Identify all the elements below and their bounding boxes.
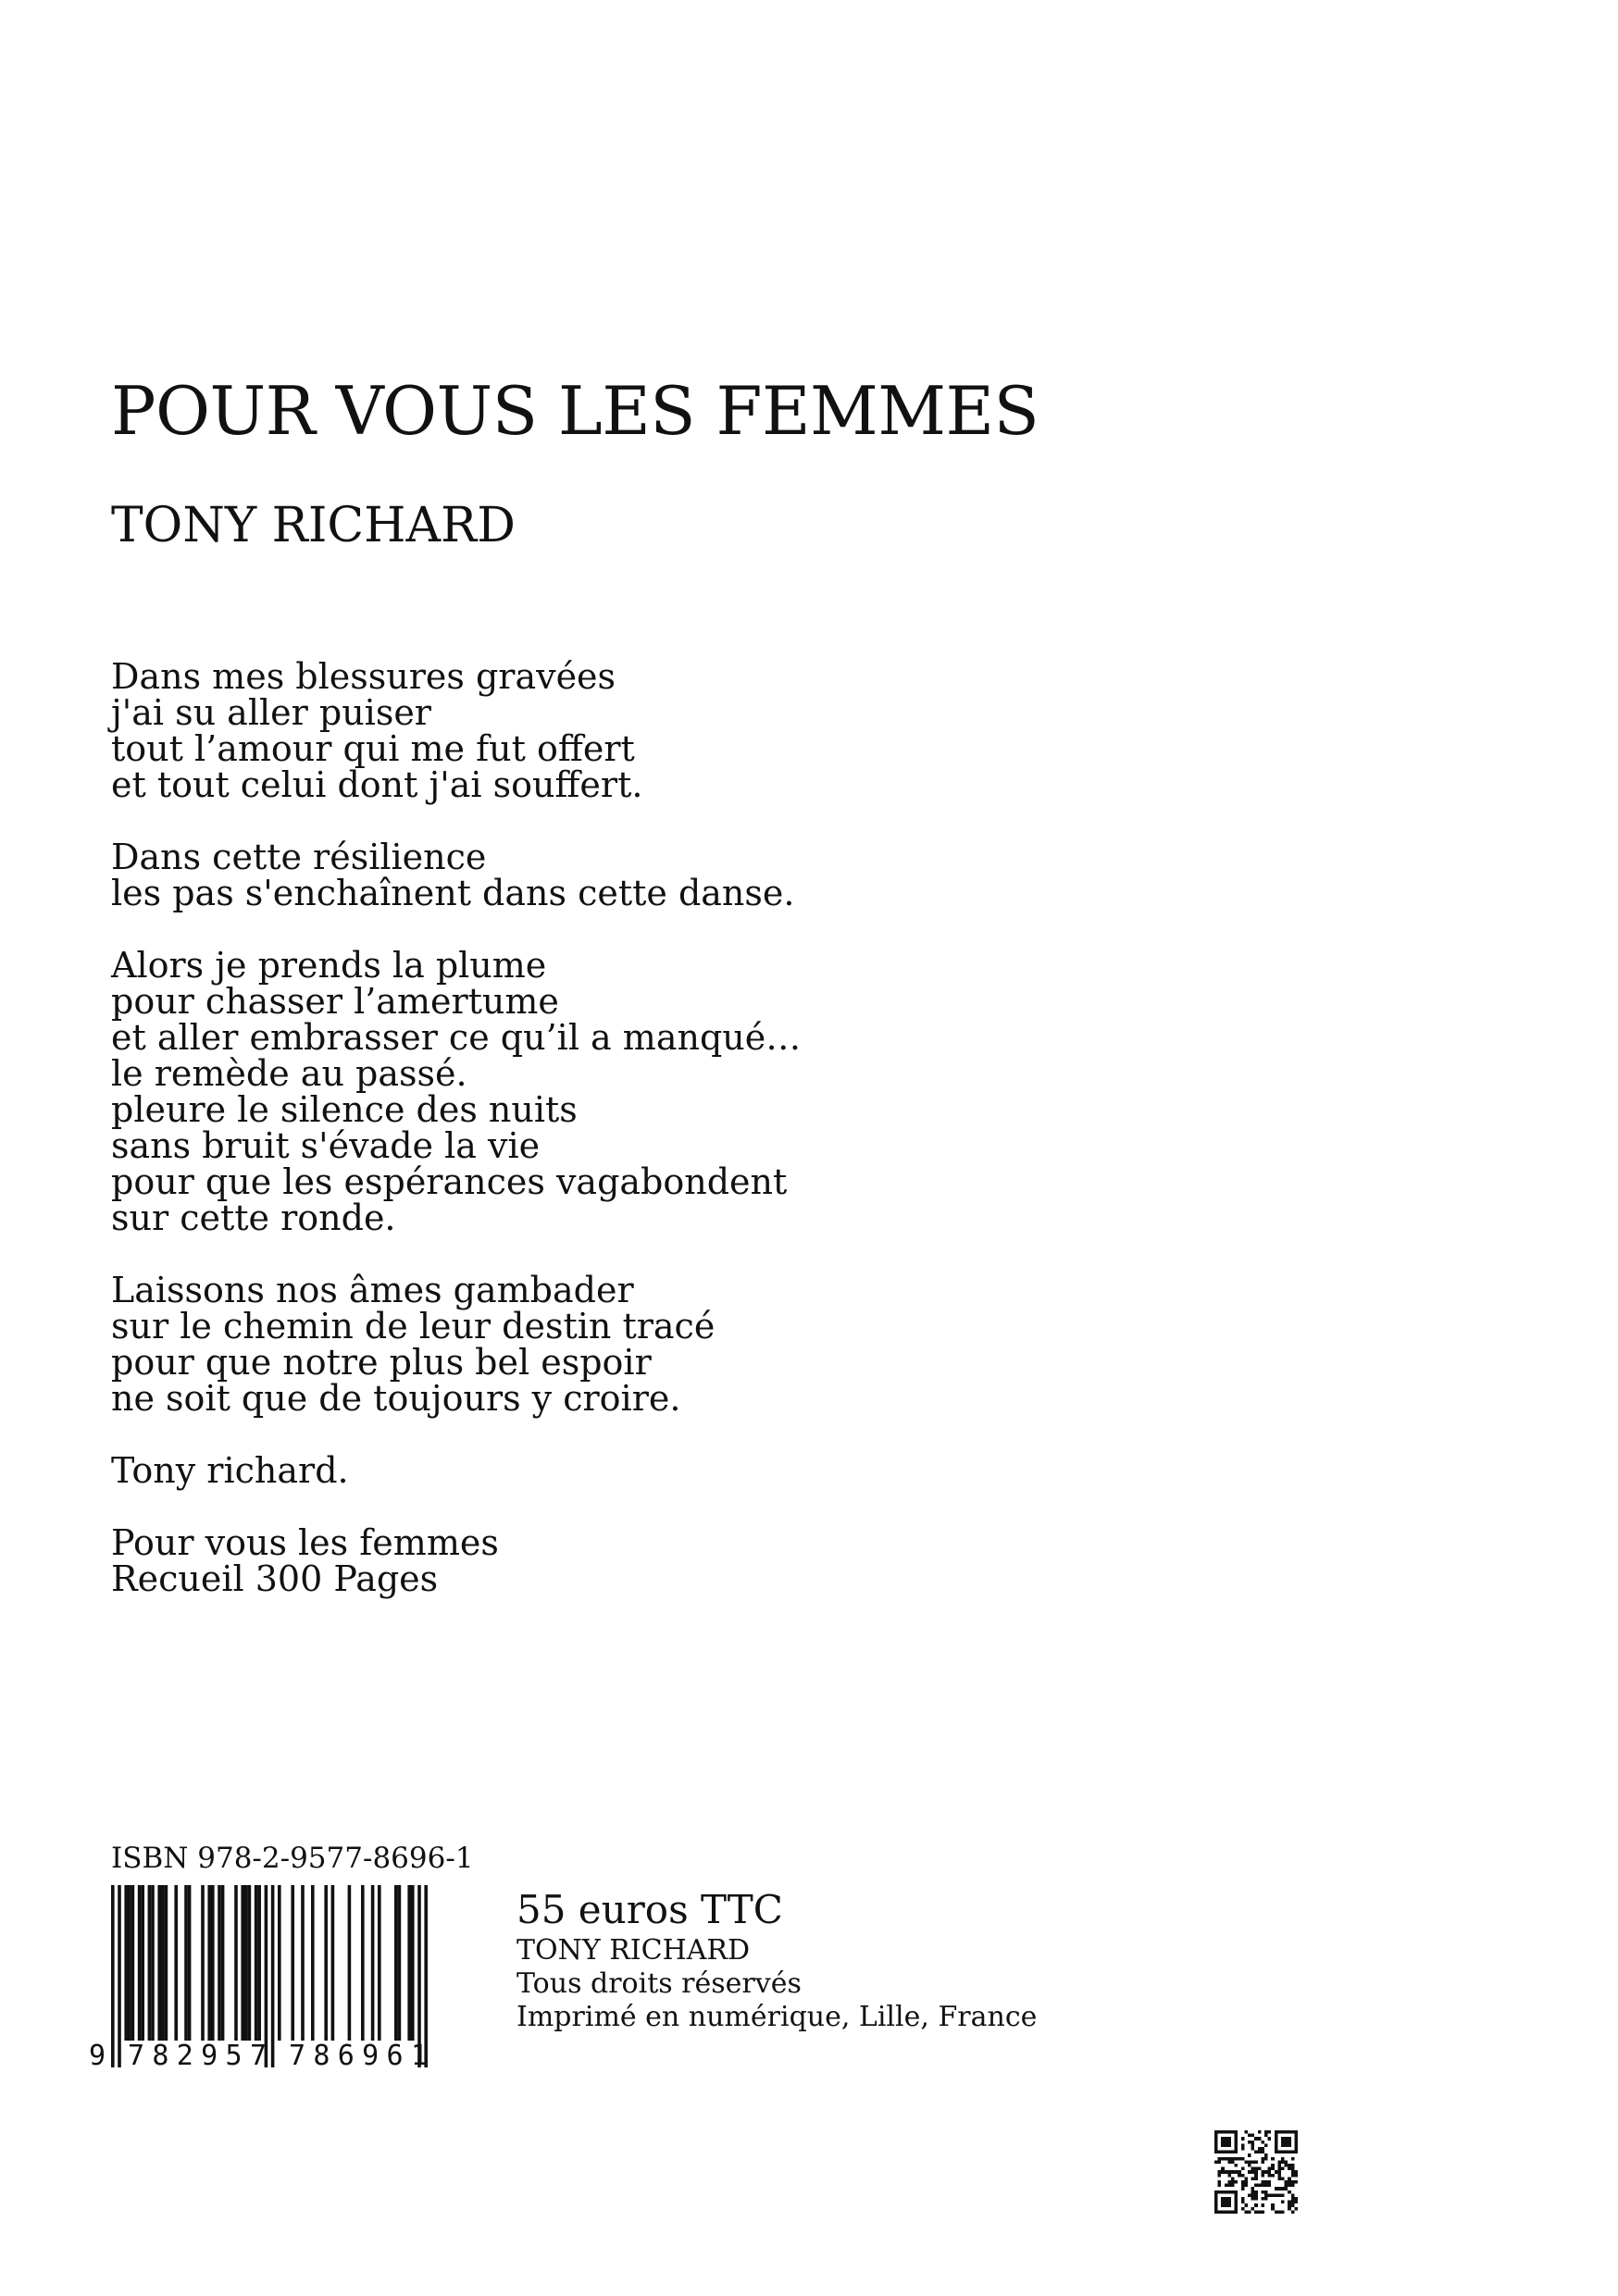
poem-line: Pour vous les femmes (111, 1522, 499, 1563)
author-name: TONY RICHARD (111, 498, 516, 553)
poem-line: tout l’amour qui me fut offert (111, 728, 635, 769)
price: 55 euros TTC (517, 1887, 783, 1932)
printing-notice: Imprimé en numérique, Lille, France (517, 2001, 1038, 2033)
barcode-digits-left: 782957 (128, 2040, 267, 2067)
poem-line: et tout celui dont j'ai souffert. (111, 764, 643, 805)
poem-line: les pas s'enchaînent dans cette danse. (111, 873, 795, 913)
poem-line: pour chasser l’amertume (111, 981, 559, 1022)
poem-line: Dans cette résilience (111, 837, 487, 877)
isbn-barcode (83, 1885, 454, 2067)
poem-line: j'ai su aller puiser (111, 692, 431, 733)
poem-line: sur le chemin de leur destin tracé (111, 1306, 716, 1347)
poem-line: Laissons nos âmes gambader (111, 1270, 634, 1310)
barcode-digits-right: 786961 (289, 2040, 428, 2067)
publisher: TONY RICHARD (517, 1934, 751, 1967)
poem-line: Dans mes blessures gravées (111, 656, 616, 697)
poem-line: pour que les espérances vagabondent (111, 1161, 788, 1202)
poem-line: sur cette ronde. (111, 1198, 396, 1238)
qr-code (1214, 2130, 1298, 2214)
poem-line: et aller embrasser ce qu’il a manqué… (111, 1017, 802, 1058)
poem-stanza (111, 656, 1129, 805)
poem-line: pleure le silence des nuits (111, 1089, 578, 1130)
poem (111, 656, 1129, 1633)
poem-line: pour que notre plus bel espoir (111, 1342, 652, 1383)
poem-line: Alors je prends la plume (111, 945, 547, 986)
poem-line: Recueil 300 Pages (111, 1558, 439, 1599)
poem-stanza (111, 1272, 1129, 1417)
poem-line: le remède au passé. (111, 1053, 467, 1094)
book-title: POUR VOUS LES FEMMES (111, 372, 1039, 450)
poem-stanza (111, 839, 1129, 912)
signature-line (111, 1450, 1129, 1491)
price-block (517, 1886, 1164, 2034)
qr-modules (1214, 2130, 1298, 2214)
poem-line: ne soit que de toujours y croire. (111, 1378, 681, 1419)
poem-line: Tony richard. (111, 1450, 349, 1491)
barcode-digit-first: 9 (89, 2040, 106, 2067)
collection-info (111, 1522, 1129, 1599)
rights-notice: Tous droits réservés (517, 1967, 802, 2000)
poem-stanza (111, 945, 1129, 1238)
poem-line: sans bruit s'évade la vie (111, 1125, 541, 1166)
isbn-label: ISBN 978-2-9577-8696-1 (111, 1842, 474, 1875)
